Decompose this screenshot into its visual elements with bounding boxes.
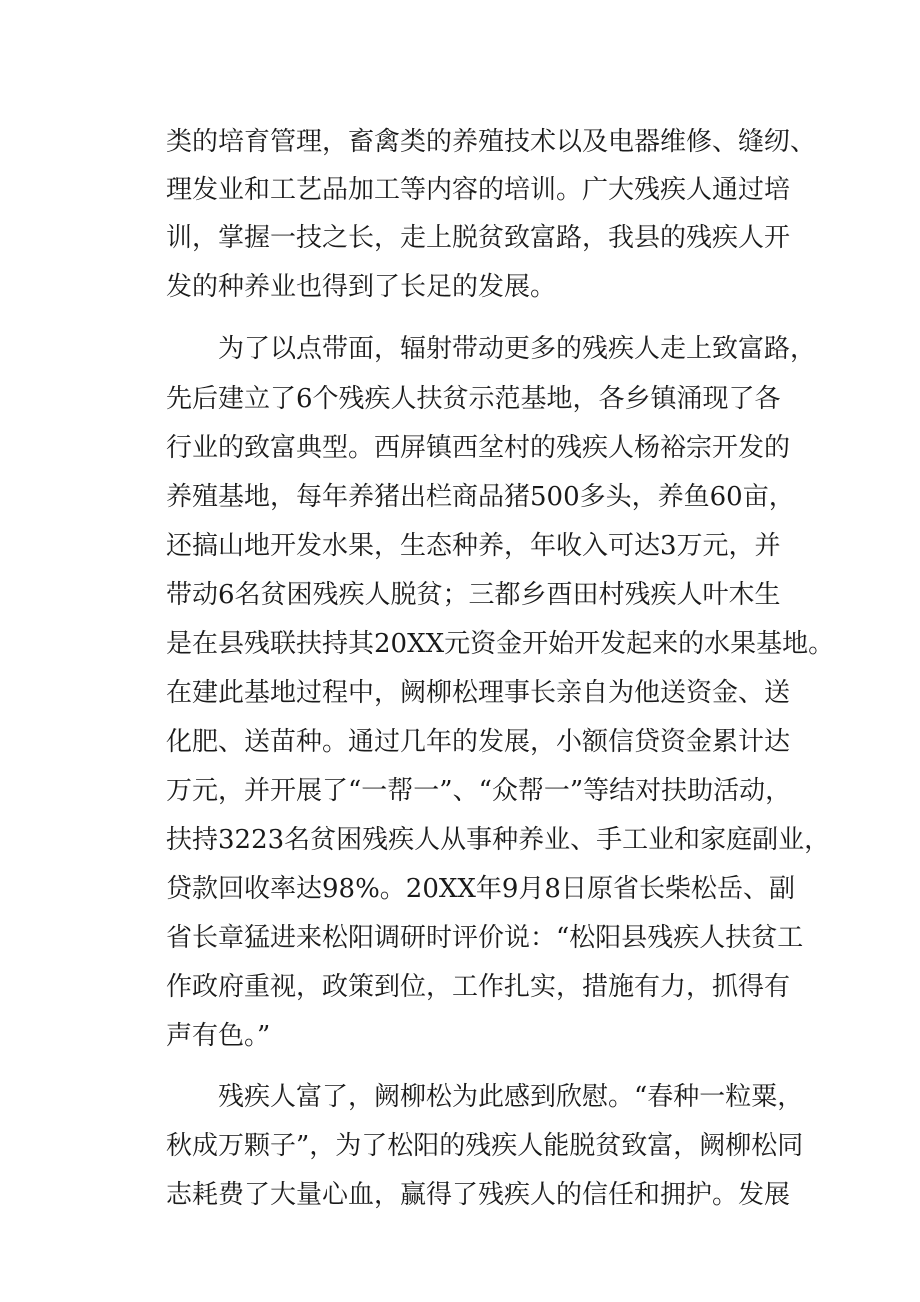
- text-line: 作政府重视，政策到位，工作扎实，措施有力，抓得有: [166, 972, 791, 1002]
- text-line: 还搞山地开发水果，生态种养，年收入可达3万元，并: [166, 531, 781, 561]
- text-line: 行业的致富典型。西屏镇西坌村的残疾人杨裕宗开发的: [166, 433, 791, 463]
- text-line: 秋成万颗子”，为了松阳的残疾人能脱贫致富，阙柳松同: [166, 1131, 804, 1161]
- text-line: 养殖基地，每年养猪出栏商品猪500多头，养鱼60亩，: [166, 482, 795, 512]
- text-line: 声有色。”: [166, 1021, 271, 1051]
- text-line: 训，掌握一技之长，走上脱贫致富路，我县的残疾人开: [166, 223, 791, 253]
- text-line: 志耗费了大量心血，赢得了残疾人的信任和拥护。发展: [166, 1180, 791, 1210]
- paragraph-first-line: 残疾人富了，阙柳松为此感到欣慰。“春种一粒粟，: [218, 1082, 804, 1112]
- text-line: 万元，并开展了“一帮一”、“众帮一”等结对扶助活动，: [166, 776, 792, 806]
- text-line: 是在县残联扶持其20XX元资金开始开发起来的水果基地。: [166, 629, 835, 659]
- text-line: 化肥、送苗种。通过几年的发展，小额信贷资金累计达: [166, 727, 791, 757]
- paragraph-first-line: 为了以点带面，辐射带动更多的残疾人走上致富路，: [218, 334, 817, 364]
- text-line: 理发业和工艺品加工等内容的培训。广大残疾人通过培: [166, 175, 791, 205]
- text-line: 先后建立了6个残疾人扶贫示范基地，各乡镇涌现了各: [166, 384, 781, 414]
- text-line: 贷款回收率达98%。20XX年9月8日原省长柴松岳、副: [166, 874, 795, 904]
- text-line: 省长章猛进来松阳调研时评价说：“松阳县残疾人扶贫工: [166, 923, 804, 953]
- text-line: 发的种养业也得到了长足的发展。: [166, 272, 557, 302]
- text-line: 扶持3223名贫困残疾人从事种养业、手工业和家庭副业，: [166, 825, 831, 855]
- text-line: 在建此基地过程中，阙柳松理事长亲自为他送资金、送: [166, 678, 791, 708]
- text-line: 带动6名贫困残疾人脱贫；三都乡酉田村残疾人叶木生: [166, 580, 781, 610]
- text-line: 类的培育管理，畜禽类的养殖技术以及电器维修、缝纫、: [166, 127, 817, 157]
